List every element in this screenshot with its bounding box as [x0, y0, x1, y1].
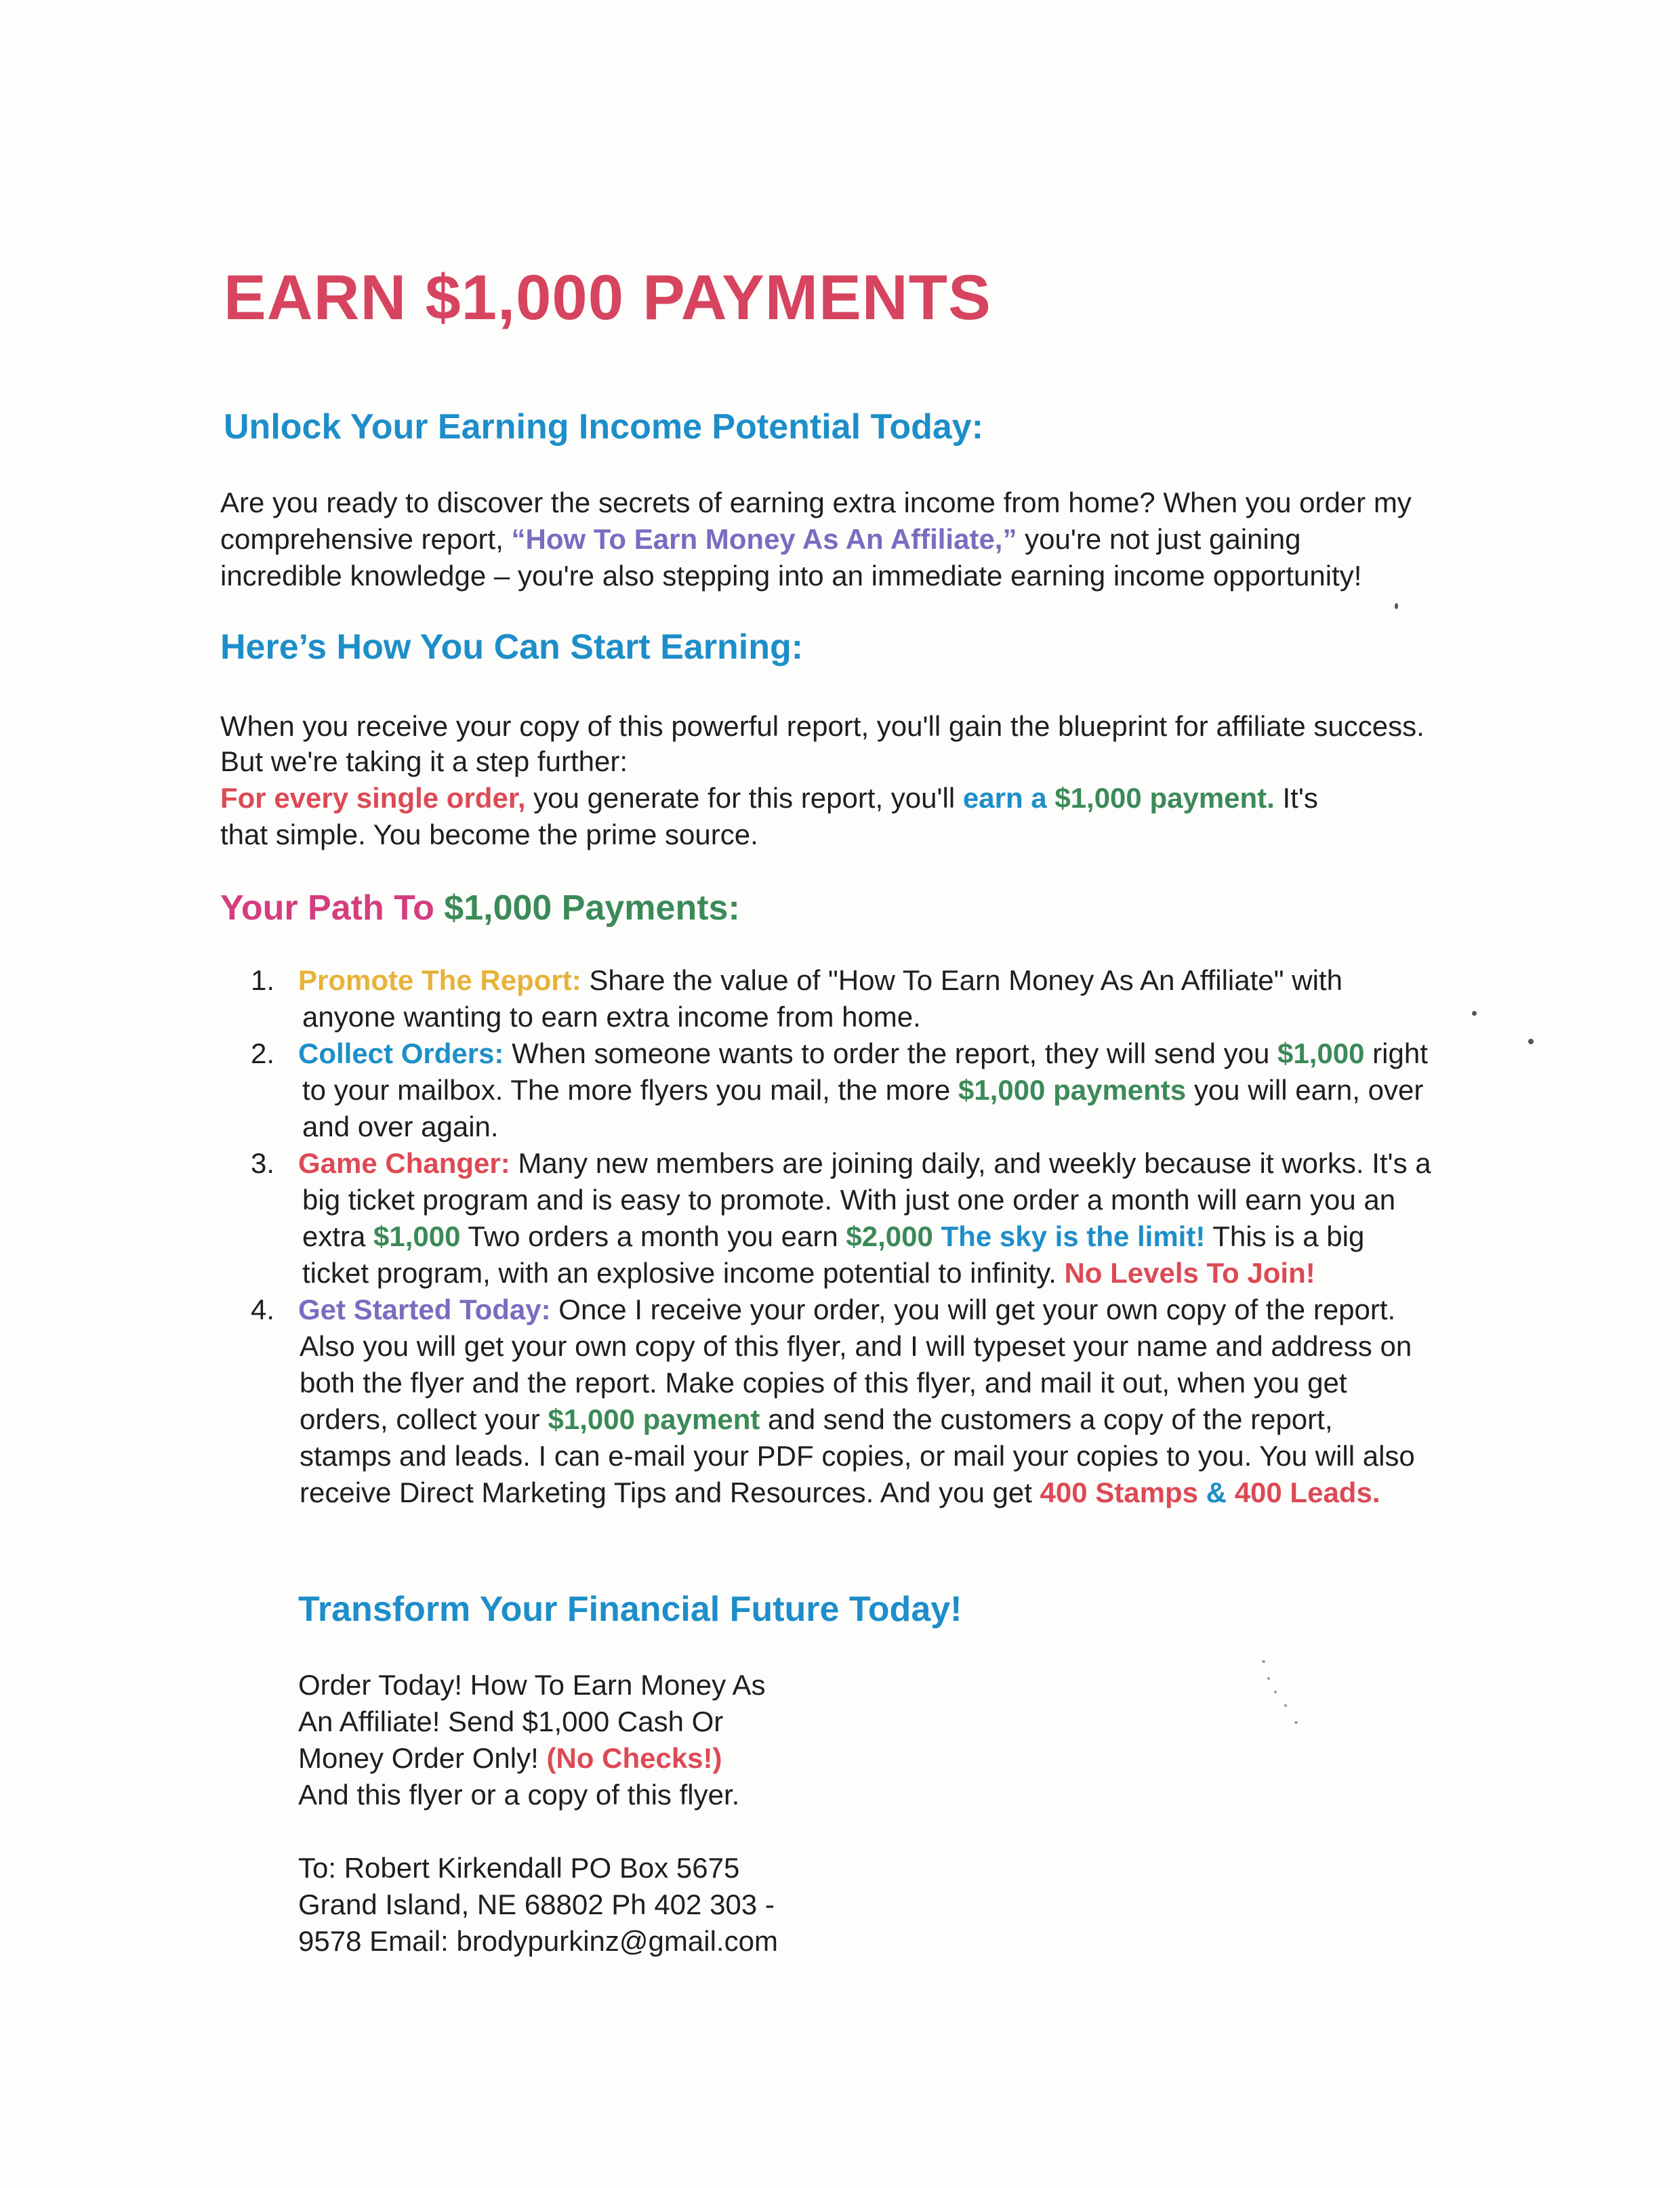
scan-speck: [1284, 1704, 1287, 1707]
section-heading-path: Your Path To $1,000 Payments:: [220, 888, 740, 928]
intro-line-3: incredible knowledge – you're also stepping into an immediate earning income opportunity!: [220, 560, 1362, 592]
intro-line-1: Are you ready to discover the secrets of earning extra income from home? When you order my: [220, 487, 1412, 518]
steps-list: [251, 962, 1431, 1511]
contact-address: To: Robert Kirkendall PO Box 5675 Grand Island, NE 68802 Ph 402 303 - 9578 Email: brodypurkinz@gmail.com: [298, 1852, 778, 1957]
scan-speck: [1294, 1721, 1298, 1724]
scan-speck: [1395, 603, 1398, 609]
scan-speck: [1528, 1039, 1534, 1044]
page-title: EARN $1,000 PAYMENTS: [224, 262, 991, 333]
report-title-highlight: “How To Earn Money As An Affiliate,”: [511, 523, 1017, 555]
section-heading-unlock: Unlock Your Earning Income Potential Today:: [224, 407, 984, 447]
section-heading-transform: Transform Your Financial Future Today!: [298, 1590, 962, 1629]
list-item-promote: 1. Promote The Report: Share the value of "How To Earn Money As An Affiliate" with anyone wanting to earn extra income from home.: [251, 964, 1343, 1033]
list-item-collect: 2. Collect Orders: When someone wants to order the report, they will send you $1,000 right to your mailbox. The more flyers you mail, the more $1,000 payments you will earn, over and over again.: [251, 1037, 1428, 1142]
order-instructions: Order Today! How To Earn Money As An Affiliate! Send $1,000 Cash Or Money Order Only! (No Checks!) And this flyer or a copy of this flyer.: [298, 1669, 766, 1811]
scan-speck: [1267, 1677, 1270, 1680]
earning-line-4: that simple. You become the prime source.: [220, 819, 758, 850]
section-heading-start-earning: Here’s How You Can Start Earning:: [220, 627, 804, 667]
scan-speck: [1472, 1011, 1477, 1016]
scan-speck: [1274, 1691, 1277, 1693]
list-item-get-started: 4. Get Started Today: Once I receive your order, you will get your own copy of the report. Also you will get your own copy of this flyer, and I will typeset your name and address on both the flyer and the report. Make copies of this flyer, and mail it out, when you get orders, collect your $1,000 payment and send the customers a copy of the report, stamps and leads. I can e-mail your PDF copies, or mail your copies to you. You will also receive Direct Marketing Tips and Resources. And you get 400 Stamps & 400 Leads.: [251, 1294, 1415, 1508]
earning-line-3: For every single order, you generate for this report, you'll earn a $1,000 payment. It's: [220, 782, 1318, 814]
scan-speck: [1262, 1660, 1265, 1663]
earning-line-2: But we're taking it a step further:: [220, 745, 628, 777]
earning-line-1: When you receive your copy of this powerful report, you'll gain the blueprint for affiliate success.: [220, 710, 1425, 742]
intro-line-2: comprehensive report, “How To Earn Money As An Affiliate,” you're not just gaining: [220, 523, 1301, 555]
list-item-game-changer: 3. Game Changer: Many new members are joining daily, and weekly because it works. It's a big ticket program and is easy to promote. With just one order a month will earn you an extra $1,000 Two orders a month you earn $2,000 The sky is the limit! This is a big ticket program, with an explosive income potential to infinity. No Levels To Join!: [251, 1147, 1431, 1289]
